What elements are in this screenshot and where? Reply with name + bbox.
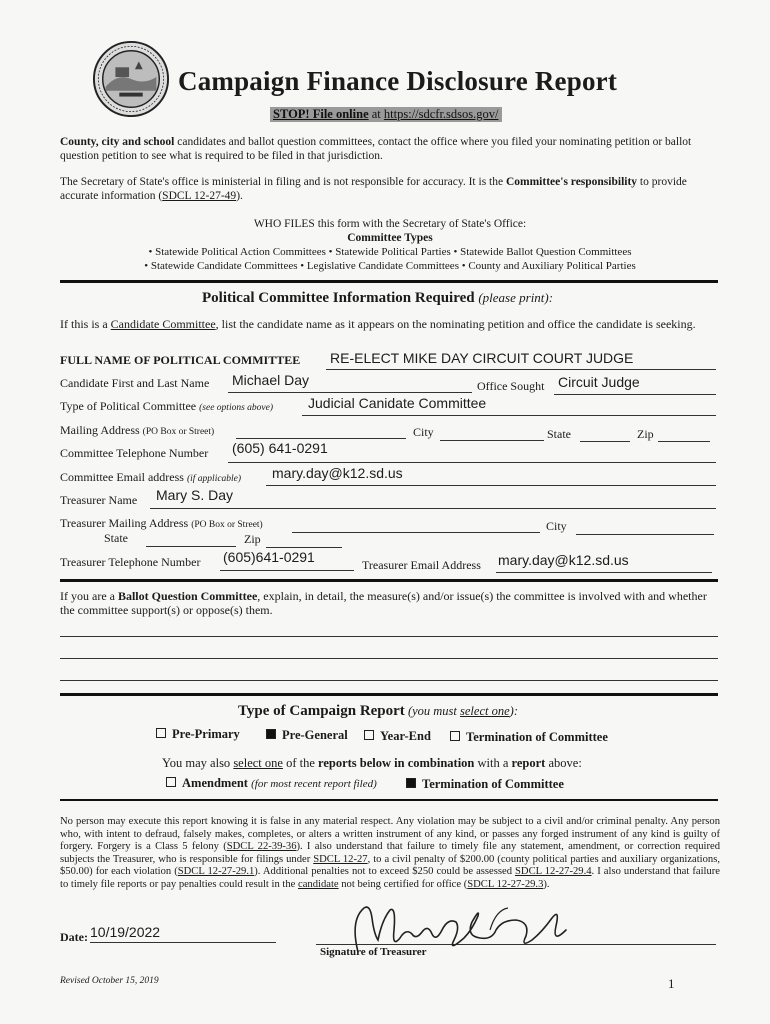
option-combo-termination[interactable] <box>406 777 564 792</box>
section-divider <box>60 579 718 582</box>
termination-label: Termination of Committee <box>466 730 608 744</box>
full-name-label: FULL NAME OF POLITICAL COMMITTEE <box>60 353 301 367</box>
treasurer-name-field[interactable]: Mary S. Day <box>156 487 234 503</box>
treasurer-mailing-label-text: Treasurer Mailing Address <box>60 516 189 530</box>
sdcl-link[interactable]: SDCL 12-27-49 <box>162 190 237 202</box>
sos-end: ). <box>236 190 243 202</box>
sos-bold: Committee's responsibility <box>505 176 638 188</box>
report-type-note-post: ): <box>509 704 518 718</box>
ballot-explanation-line-2[interactable] <box>60 658 718 659</box>
treasurer-mailing-field[interactable] <box>292 532 540 533</box>
office-sought-line <box>554 394 716 395</box>
committee-info-heading-note: (please print): <box>478 290 554 305</box>
treasurer-mailing-note: (PO Box or Street) <box>191 520 263 530</box>
pre-general-label: Pre-General <box>282 728 348 742</box>
treasurer-name-line <box>150 508 716 509</box>
legal-link-sdcl-12-27[interactable]: SDCL 12-27 <box>313 853 368 865</box>
combo-termination-label: Termination of Committee <box>422 777 564 791</box>
treasurer-email-label: Treasurer Email Address <box>362 558 481 572</box>
signature-label: Signature of Treasurer <box>320 946 427 958</box>
section-divider <box>60 693 718 696</box>
combo-pre: You may also <box>162 756 234 770</box>
stop-at-text: at <box>368 107 384 121</box>
sos-text: The Secretary of State's office is ministerial in filing and is not responsible for accuracy. It is the <box>60 176 506 188</box>
ballot-question-instructions <box>60 589 720 617</box>
combo-termination-checkbox[interactable] <box>406 778 416 788</box>
pre-primary-label: Pre-Primary <box>172 727 240 741</box>
committee-phone-line <box>228 462 716 463</box>
state-field[interactable] <box>580 441 630 442</box>
combo-mid: of the <box>282 756 319 770</box>
state-seal-logo <box>92 40 170 118</box>
committee-email-line <box>266 485 716 486</box>
candidate-note <box>60 317 720 331</box>
treasurer-phone-line <box>220 570 354 571</box>
committee-email-field[interactable]: mary.day@k12.sd.us <box>272 465 403 481</box>
report-type-note-pre: (you must <box>404 704 461 718</box>
legal-p7: ). <box>543 878 550 890</box>
option-year-end[interactable] <box>364 729 431 744</box>
candidate-note-post: , list the candidate name as it appears on the nominating petition and office the candidate is seeking. <box>215 317 696 331</box>
year-end-label: Year-End <box>380 729 431 743</box>
candidate-committee-link: Candidate Committee <box>110 317 216 331</box>
mailing-label-text: Mailing Address <box>60 423 140 437</box>
who-files-line: WHO FILES this form with the Secretary of State's Office: <box>253 218 527 230</box>
revision-date: Revised October 15, 2019 <box>60 976 159 986</box>
candidate-name-label: Candidate First and Last Name <box>60 376 210 390</box>
combo-end: above: <box>545 756 582 770</box>
option-termination[interactable] <box>450 730 608 745</box>
treasurer-state-label: State <box>104 531 128 545</box>
state-label: State <box>547 427 571 441</box>
treasurer-phone-field[interactable]: (605)641-0291 <box>223 549 315 565</box>
combo-post: with a <box>474 756 512 770</box>
committee-info-heading <box>202 290 553 307</box>
option-amendment[interactable] <box>166 776 377 791</box>
file-online-banner[interactable] <box>270 107 502 122</box>
committee-email-label <box>60 470 241 485</box>
stop-label: STOP! File online <box>273 107 369 121</box>
sos-text2: to provide accurate information ( <box>60 176 687 202</box>
report-type-heading-text: Type of Campaign Report <box>238 703 405 719</box>
sos-disclaimer <box>60 175 720 203</box>
treasurer-zip-label: Zip <box>244 532 261 546</box>
zip-field[interactable] <box>658 441 710 442</box>
termination-checkbox[interactable] <box>450 731 460 741</box>
combo-bold2: report <box>511 756 546 770</box>
committee-phone-field[interactable]: (605) 641-0291 <box>232 440 328 456</box>
county-bold: County, city and school <box>60 136 175 148</box>
combo-link: select one <box>233 756 283 770</box>
section-divider <box>60 799 718 801</box>
mailing-address-label <box>60 423 214 438</box>
legal-p4: ). Additional penalties not to exceed $250 could be assessed <box>254 866 516 878</box>
date-field[interactable]: 10/19/2022 <box>90 924 161 940</box>
full-name-field[interactable]: RE-ELECT MIKE DAY CIRCUIT COURT JUDGE <box>330 350 634 366</box>
committee-type-label <box>60 399 273 414</box>
option-pre-primary[interactable] <box>156 727 240 742</box>
candidate-note-pre: If this is a <box>60 317 111 331</box>
legal-p3: , to a civil penalty of $200.00 (county political parties and auxiliary organizations, $50.00) for each violation ( <box>60 853 720 878</box>
treasurer-city-field[interactable] <box>576 534 714 535</box>
mailing-address-field[interactable] <box>236 438 406 439</box>
committee-type-label-text: Type of Political Committee <box>60 399 197 413</box>
treasurer-email-field[interactable]: mary.day@k12.sd.us <box>498 552 629 568</box>
report-type-heading <box>238 703 518 720</box>
candidate-name-field[interactable]: Michael Day <box>232 372 310 388</box>
legal-link-sdcl-12-27-29-1[interactable]: SDCL 12-27-29.1 <box>177 866 255 878</box>
legal-link-sdcl-12-27-29-3[interactable]: SDCL 12-27-29.3 <box>467 878 544 890</box>
page-title: Campaign Finance Disclosure Report <box>178 66 618 96</box>
date-label: Date: <box>60 930 88 944</box>
treasurer-city-label: City <box>546 519 567 533</box>
amendment-label: Amendment <box>182 776 248 790</box>
option-pre-general[interactable] <box>266 728 348 743</box>
legal-p5: . I also understand that failure to timely file reports or pay penalties could result in the <box>60 866 720 890</box>
committee-info-heading-text: Political Committee Information Required <box>202 290 475 306</box>
report-type-note-link: select one <box>460 704 510 718</box>
full-name-line <box>326 369 716 370</box>
committee-types-line1: • Statewide Political Action Committees • Statewide Political Parties • Statewide Ballot Question Committees <box>148 246 632 258</box>
ballot-text-pre: If you are a <box>60 589 118 603</box>
amendment-note: (for most recent report filed) <box>251 778 377 790</box>
ballot-text-post: , explain, in detail, the measure(s) and/or issue(s) the committee is involved with and whether the committee support(s) or oppose(s) them. <box>60 589 707 617</box>
mailing-note: (PO Box or Street) <box>142 427 215 437</box>
ballot-text-bold: Ballot Question Committee <box>117 589 258 603</box>
treasurer-name-label: Treasurer Name <box>60 493 138 507</box>
committee-types-title: Committee Types <box>347 232 433 244</box>
legal-notice <box>60 816 720 892</box>
combination-instructions <box>162 756 582 771</box>
page-number: 1 <box>668 976 675 991</box>
legal-link-sdcl-22-39-36[interactable]: SDCL 22-39-36 <box>226 841 297 853</box>
amendment-checkbox[interactable] <box>166 777 176 787</box>
treasurer-email-line <box>496 572 712 573</box>
ballot-explanation-line-3[interactable] <box>60 680 718 681</box>
legal-p1: No person may execute this report knowing it is false in any material respect. Any violation may be subject to a civil and/or criminal penalty. Any person who, with intent to defraud, falsely makes, completes, or alters a written instrument of any kind, or passes any forged instrument of any kind is guilty of forgery. Forgery is a Class 5 felony ( <box>60 816 720 853</box>
legal-link-sdcl-12-27-29-4[interactable]: SDCL 12-27-29.4 <box>515 866 592 878</box>
county-text: candidates and ballot question committees, contact the office where you filed your nominating petition or ballot question petition to see what is required to be filed in that jurisdiction. <box>60 136 692 162</box>
file-online-link[interactable]: https://sdcfr.sdsos.gov/ <box>383 107 499 121</box>
treasurer-mailing-label <box>60 516 263 531</box>
committee-type-line <box>302 415 716 416</box>
treasurer-zip-field[interactable] <box>266 547 342 548</box>
treasurer-state-field[interactable] <box>146 546 236 547</box>
office-sought-label: Office Sought <box>477 379 545 393</box>
candidate-name-line <box>228 392 472 393</box>
year-end-checkbox[interactable] <box>364 730 374 740</box>
committee-type-field[interactable]: Judicial Canidate Committee <box>308 395 487 411</box>
pre-primary-checkbox[interactable] <box>156 728 166 738</box>
county-instructions <box>60 135 720 163</box>
legal-p6: not being certified for office ( <box>338 878 468 890</box>
committee-type-note: (see options above) <box>199 403 274 413</box>
section-divider <box>60 280 718 283</box>
combo-bold: reports below in combination <box>318 756 475 770</box>
city-field[interactable] <box>440 440 544 441</box>
date-line <box>90 942 276 943</box>
zip-label: Zip <box>637 427 654 441</box>
committee-phone-label: Committee Telephone Number <box>60 446 209 460</box>
pre-general-checkbox[interactable] <box>266 729 276 739</box>
office-sought-field[interactable]: Circuit Judge <box>558 374 640 390</box>
committee-email-label-text: Committee Email address <box>60 470 184 484</box>
ballot-explanation-line-1[interactable] <box>60 636 718 637</box>
treasurer-phone-label: Treasurer Telephone Number <box>60 555 201 569</box>
legal-p2: ). I also understand that failure to timely file any statement, amendment, or correction required subjects the Treasurer, who is responsible for filings under <box>60 841 720 865</box>
committee-types-line2: • Statewide Candidate Committees • Legislative Candidate Committees • County and Auxiliary Political Parties <box>144 260 636 272</box>
committee-email-note: (if applicable) <box>186 474 242 484</box>
city-label: City <box>413 425 434 439</box>
legal-candidate-underline: candidate <box>298 878 339 890</box>
